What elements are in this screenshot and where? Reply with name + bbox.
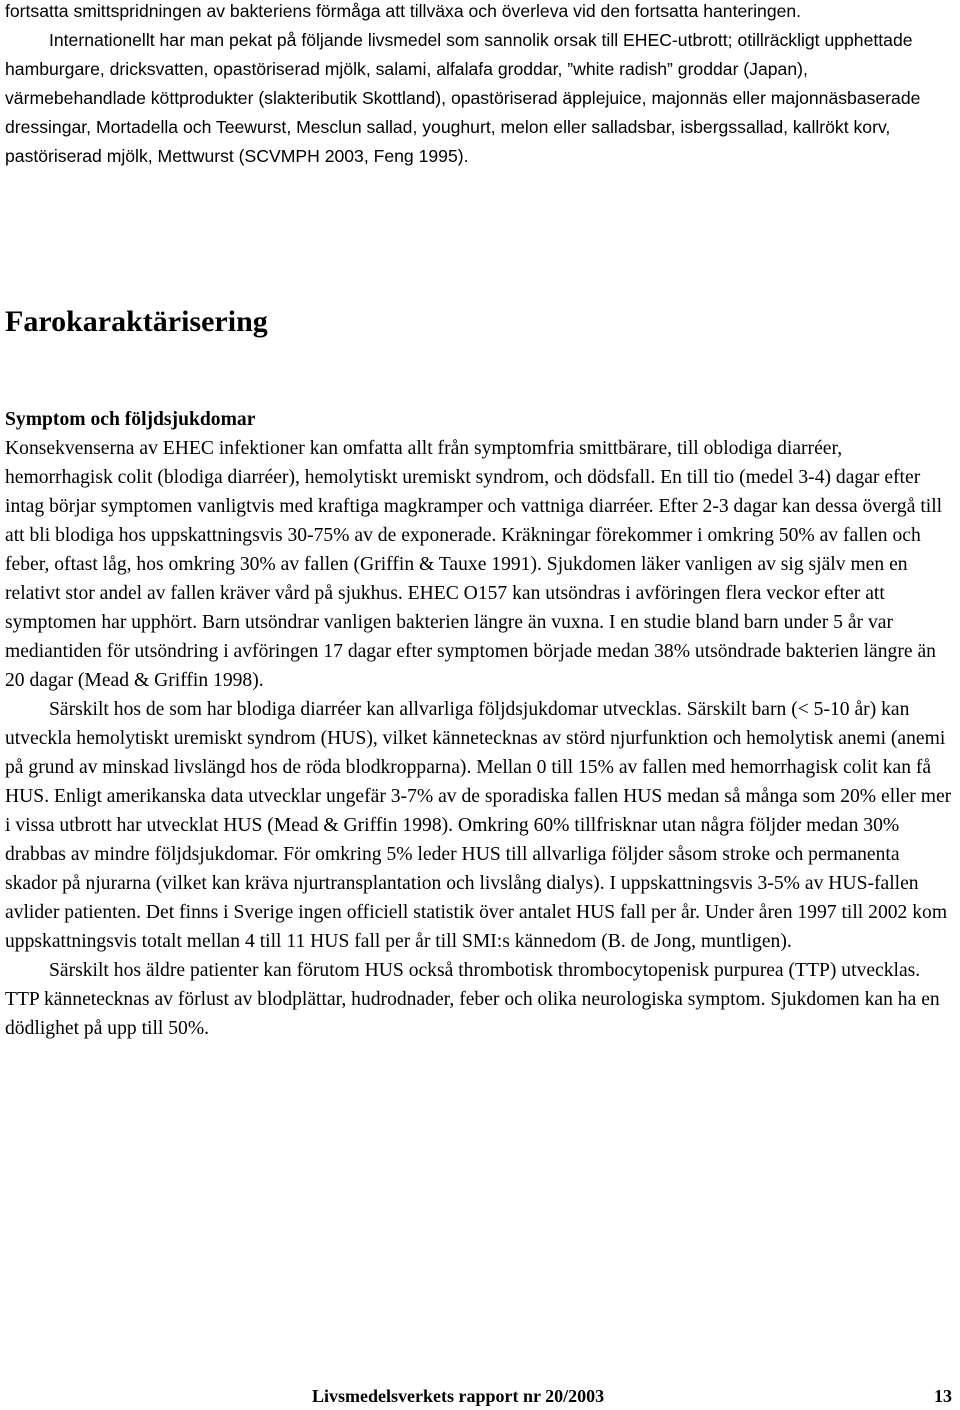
symptom-section	[5, 405, 953, 1043]
section-heading: Farokaraktärisering	[5, 305, 268, 338]
intro-text	[5, 0, 953, 171]
page-number: 13	[934, 1386, 952, 1406]
subsection-heading: Symptom och följdsjukdomar	[5, 409, 256, 430]
intro-paragraph: fortsatta smittspridningen av bakteriens förmåga att tillväxa och överleva vid den fortsatta hanteringen.	[5, 1, 802, 21]
body-paragraph: Konsekvenserna av EHEC infektioner kan omfatta allt från symptomfria smittbärare, till oblodiga diarréer, hemorrhagisk colit (blodiga diarréer), hemolytiskt uremiskt syndrom, och dödsfall. En till tio (medel 3-4) dagar efter intag börjar symptomen vanligtvis med kraftiga magkramper och vattniga diarréer. Efter 2-3 dagar kan dessa övergå till att bli blodiga hos uppskattningsvis 30-75% av de exponerade. Kräkningar förekommer i omkring 50% av fallen och feber, oftast låg, hos omkring 30% av fallen (Griffin & Tauxe 1991). Sjukdomen läker vanligen av sig själv men en relativt stor andel av fallen kräver vård på sjukhus. EHEC O157 kan utsöndras i avföringen flera veckor efter att symptomen har upphört. Barn utsöndrar vanligen bakterien längre än vuxna. I en studie bland barn under 5 år var mediantiden för utsöndring i avföringen 17 dagar efter symptomen började medan 38% utsöndrade bakterien längre än 20 dagar (Mead & Griffin 1998).	[5, 438, 943, 691]
body-paragraph: Särskilt hos de som har blodiga diarréer kan allvarliga följdsjukdomar utvecklas. Särskilt barn (< 5-10 år) kan utveckla hemolytiskt uremiskt syndrom (HUS), vilket kännetecknas av störd njurfunktion och hemolytisk anemi (anemi på grund av minskad livslängd hos de röda blodkropparna). Mellan 0 till 15% av fallen med hemorrhagisk colit kan få HUS. Enligt amerikanska data utvecklar ungefär 3-7% av de sporadiska fallen HUS medan så många som 20% eller mer i vissa utbrott har utvecklat HUS (Mead & Griffin 1998). Omkring 60% tillfrisknar utan några följder medan 30% drabbas av mindre följdsjukdomar. För omkring 5% leder HUS till allvarliga följder såsom stroke och permanenta skador på njurarna (vilket kan kräva njurtransplantation och livslång dialys). I uppskattningsvis 3-5% av HUS-fallen avlider patienten. Det finns i Sverige ingen officiell statistik över antalet HUS fall per år. Under åren 1997 till 2002 kom uppskattningsvis totalt mellan 4 till 11 HUS fall per år till SMI:s kännedom (B. de Jong, muntligen).	[5, 699, 952, 952]
intro-paragraph: Internationellt har man pekat på följande livsmedel som sannolik orsak till EHEC-utbrott; otillräckligt upphettade hamburgare, dricksvatten, opastöriserad mjölk, salami, alfalafa groddar, ”white radish” groddar (Japan), värmebehandlade köttprodukter (slakteributik Skottland), opastöriserad äpplejuice, majonnäs eller majonnäsbaserade dressingar, Mortadella och Teewurst, Mesclun sallad, youghurt, melon eller salladsbar, isbergssallad, kallrökt korv, pastöriserad mjölk, Mettwurst (SCVMPH 2003, Feng 1995).	[5, 30, 921, 166]
footer-report-title: Livsmedelsverkets rapport nr 20/2003	[312, 1386, 605, 1406]
body-paragraph: Särskilt hos äldre patienter kan förutom HUS också thrombotisk thrombocytopenisk purpurea (TTP) utvecklas. TTP kännetecknas av förlust av blodplättar, hudrodnader, feber och olika neurologiska symptom. Sjukdomen kan ha en dödlighet på upp till 50%.	[5, 960, 940, 1039]
